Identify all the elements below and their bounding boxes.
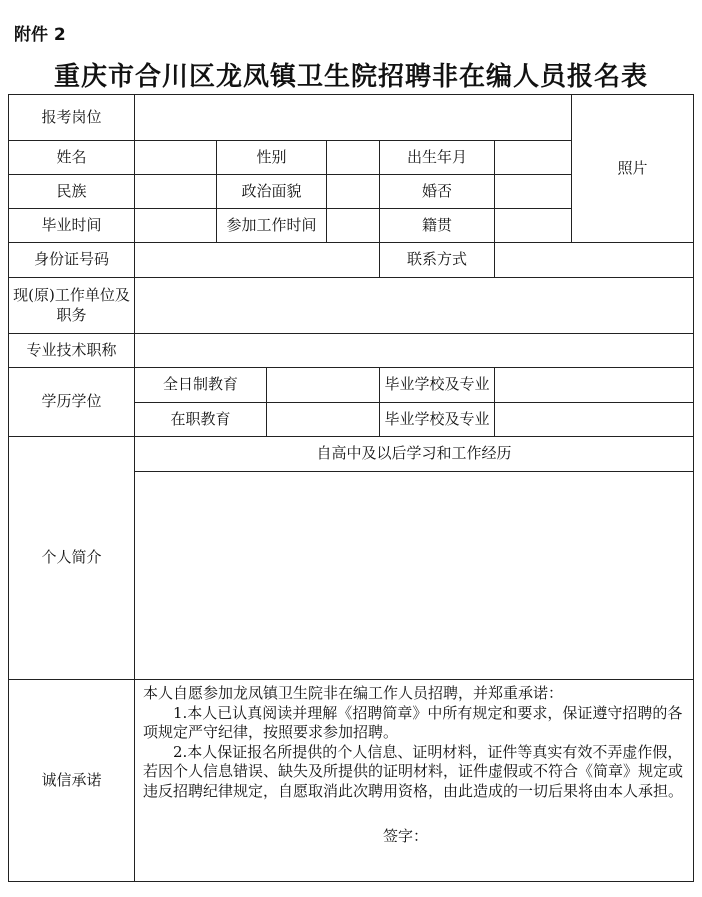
position-field[interactable] <box>135 95 572 141</box>
political-label: 政治面貌 <box>217 175 327 209</box>
position-label: 报考岗位 <box>9 95 135 141</box>
gender-label: 性别 <box>217 141 327 175</box>
id-label: 身份证号码 <box>9 243 135 278</box>
ethnicity-label: 民族 <box>9 175 135 209</box>
employer-label: 现(原)工作单位及职务 <box>9 278 135 334</box>
grad-time-label: 毕业时间 <box>9 209 135 243</box>
birth-label: 出生年月 <box>380 141 495 175</box>
form-title: 重庆市合川区龙凤镇卫生院招聘非在编人员报名表 <box>53 62 648 92</box>
work-start-field[interactable] <box>327 209 380 243</box>
political-field[interactable] <box>327 175 380 209</box>
inservice-school-field[interactable] <box>495 403 694 437</box>
integrity-label: 诚信承诺 <box>9 680 135 882</box>
grad-time-field[interactable] <box>135 209 217 243</box>
resume-header: 自高中及以后学习和工作经历 <box>135 437 694 472</box>
name-label: 姓名 <box>9 141 135 175</box>
photo-box <box>572 95 694 243</box>
contact-label: 联系方式 <box>380 243 495 278</box>
education-label: 学历学位 <box>9 368 135 437</box>
resume-field[interactable] <box>135 472 694 680</box>
resume-label: 个人简介 <box>9 437 135 680</box>
inservice-label: 在职教育 <box>135 403 267 437</box>
work-start-label: 参加工作时间 <box>217 209 327 243</box>
fulltime-school-field[interactable] <box>495 368 694 403</box>
tech-title-label: 专业技术职称 <box>9 334 135 368</box>
birth-field[interactable] <box>495 141 572 175</box>
gender-field[interactable] <box>327 141 380 175</box>
contact-field[interactable] <box>495 243 694 278</box>
marital-label: 婚否 <box>380 175 495 209</box>
fulltime-school-label: 毕业学校及专业 <box>380 368 495 403</box>
fulltime-field[interactable] <box>267 368 380 403</box>
attachment-label: 附件 2 <box>14 25 66 45</box>
inservice-school-label: 毕业学校及专业 <box>380 403 495 437</box>
registration-form-table <box>8 94 694 882</box>
native-field[interactable] <box>495 209 572 243</box>
commitment-intro: 本人自愿参加龙凤镇卫生院非在编工作人员招聘，并郑重承诺： <box>143 684 564 702</box>
fulltime-label: 全日制教育 <box>135 368 267 403</box>
marital-field[interactable] <box>495 175 572 209</box>
inservice-field[interactable] <box>267 403 380 437</box>
name-field[interactable] <box>135 141 217 175</box>
signature-label: 签字： <box>383 827 429 845</box>
ethnicity-field[interactable] <box>135 175 217 209</box>
photo-label: 照片 <box>617 158 648 177</box>
id-field[interactable] <box>135 243 380 278</box>
tech-title-field[interactable] <box>135 334 694 368</box>
commitment-item-2: 2.本人保证报名所提供的个人信息、证明材料，证件等真实有效不弄虚作假，若因个人信息错误、缺失及所提供的证明材料，证件虚假或不符合《简章》规定或违反招聘纪律规定，自愿取消此次聘用资格，由此造成的一切后果将由本人承担。 <box>143 742 684 800</box>
employer-field[interactable] <box>135 278 694 334</box>
commitment-text <box>135 680 694 882</box>
commitment-item-1: 1.本人已认真阅读并理解《招聘简章》中所有规定和要求，保证遵守招聘的各项规定严守纪律，按照要求参加招聘。 <box>143 703 683 741</box>
native-label: 籍贯 <box>380 209 495 243</box>
